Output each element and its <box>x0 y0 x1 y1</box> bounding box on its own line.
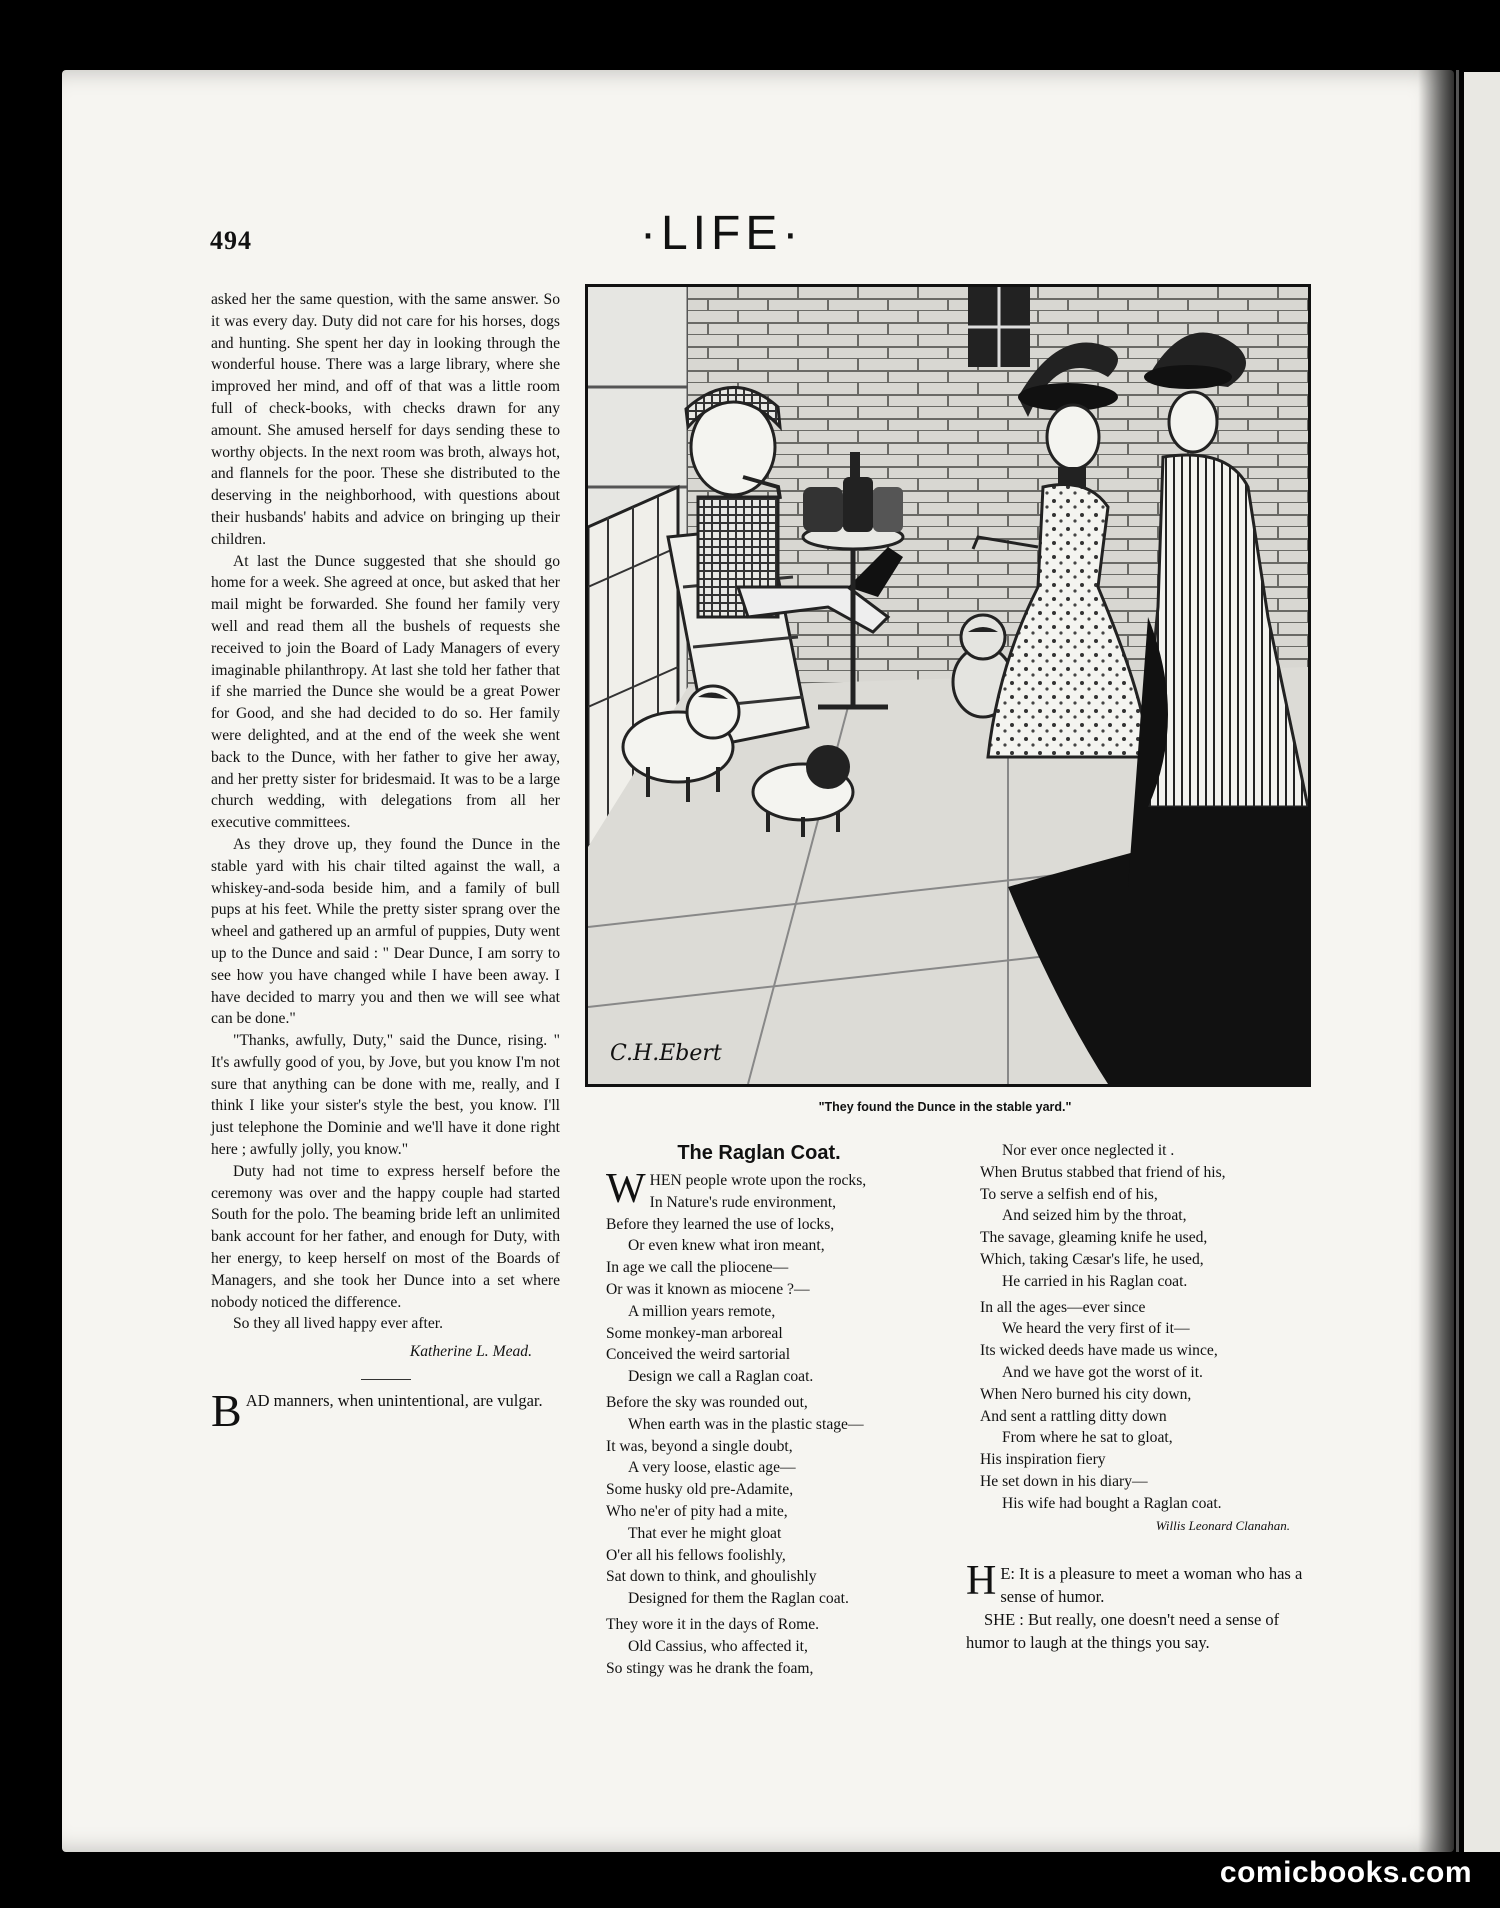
story-paragraph: At last the Dunce suggested that she should go home for a week. She agreed at once, but asked that her mail might be forwarded. She found her family very well and read them all the bushels of requests she received to join the Board of Lady Managers of every imaginable philanthropy. At last she told her father that if she married the Dunce she would be a great Power for Good, and she had decided to do so. Her family were delighted, and at the end of the week she went back to the Dunce, with her father to give her away, and her pretty sister for bridesmaid. It was to be a large church wedding, with delegations from all her executive committees. <box>211 552 560 832</box>
poem-line: Old Cassius, who affected it, <box>628 1637 808 1655</box>
poem-line: He set down in his diary— <box>980 1472 1148 1490</box>
page-number: 494 <box>210 226 252 255</box>
story-paragraph: asked her the same question, with the same answer. So it was every day. Duty did not care for his horses, dogs and hunting. She spent her day in looking through the wonderful house. There was a large library, where she improved her mind, and off of that was a little room full of check-books, with checks drawn for any amount. She amused herself for days sending these to worthy objects. In the next room was broth, always hot, and flannels for the poor. These she distributed to the deserving in the neighborhood, with questions about their husbands' habits and advice on bringing up their children. <box>211 291 560 548</box>
bad-manners-text: AD manners, when unintentional, are vulgar. <box>245 1391 543 1411</box>
he-line: E: It is a pleasure to meet a woman who has a sense of humor. <box>1000 1564 1303 1606</box>
poem-line: His wife had bought a Raglan coat. <box>1002 1494 1222 1512</box>
poem-line: A very loose, elastic age— <box>628 1459 796 1477</box>
poem-line: Before they learned the use of locks, <box>606 1215 835 1233</box>
illustration-caption: "They found the Dunce in the stable yard." <box>818 1100 1072 1114</box>
poem-line: O'er all his fellows foolishly, <box>606 1546 786 1564</box>
poem-line: His inspiration fiery <box>980 1451 1106 1469</box>
poem-column-1 <box>606 1166 936 1679</box>
poem-line: We heard the very first of it— <box>1002 1320 1190 1338</box>
she-line: But really, one doesn't need a sense of humor to laugh at the things you say. <box>966 1610 1280 1652</box>
poem-line: He carried in his Raglan coat. <box>1002 1272 1188 1290</box>
story-paragraph: Duty had not time to express herself before the ceremony was over and the happy couple had started South for the polo. The beaming bride left an unlimited bank account for her father, and enough for Duty, with her energy, to keep herself on most of the Boards of Managers, and she took her Dunce into a set where nobody noticed the difference. <box>211 1162 560 1311</box>
poem-line: Sat down to think, and ghoulishly <box>606 1568 817 1586</box>
poem-line: And sent a rattling ditty down <box>980 1407 1167 1425</box>
poem-line: When Nero burned his city down, <box>980 1385 1192 1403</box>
facing-page-edge <box>1464 72 1500 1852</box>
he-she-joke <box>966 1558 1318 1654</box>
story-paragraph: As they drove up, they found the Dunce in the stable yard with his chair tilted against the wall, a whiskey-and-soda beside him, and a family of bull pups at his feet. While the pretty sister sprang over the wheel and gathered up an armful of puppies, Duty went up to the Dunce and said : " Dear Dunce, I am sorry to see how you have changed while I have been away. I have decided to marry you and then we will see what can be done." <box>211 835 560 1028</box>
story-signature: Katherine L. Mead. <box>409 1343 532 1361</box>
poem-line: Which, taking Cæsar's life, he used, <box>980 1250 1204 1268</box>
poem-line: Design we call a Raglan coat. <box>628 1368 814 1386</box>
illustration-stable-yard <box>585 284 1311 1087</box>
story-column <box>211 289 560 1437</box>
poem-line: And we have got the worst of it. <box>1002 1363 1203 1381</box>
poem-signature: Willis Leonard Clanahan. <box>1155 1517 1290 1533</box>
poem-line: Before the sky was rounded out, <box>606 1393 808 1411</box>
story-paragraph: So they all lived happy ever after. <box>233 1315 444 1333</box>
dropcap-w: W <box>606 1166 646 1212</box>
bad-manners-quip <box>211 1385 560 1437</box>
poem-line: The savage, gleaming knife he used, <box>980 1229 1208 1247</box>
poem-line: They wore it in the days of Rome. <box>606 1615 820 1633</box>
poem-line: Conceived the weird sartorial <box>606 1346 791 1364</box>
divider-rule <box>361 1379 411 1380</box>
dropcap-h: H <box>966 1558 997 1604</box>
poem-line: So stingy was he drank the foam, <box>606 1659 814 1677</box>
masthead-life: ·LIFE· <box>640 207 804 260</box>
poem-line: When earth was in the plastic stage— <box>628 1415 864 1433</box>
poem-line: In age we call the pliocene— <box>606 1259 789 1277</box>
poem-line: A million years remote, <box>628 1302 776 1320</box>
poem-line: To serve a selfish end of his, <box>980 1185 1158 1203</box>
she-label: SHE : <box>984 1610 1024 1629</box>
illustration-drawing <box>588 287 1308 1084</box>
story-paragraph: "Thanks, awfully, Duty," said the Dunce, rising. " It's awfully good of you, by Jove, but you know I'm not sure that anything can be done with me, really, and I think I like your sister's style the best, you know. I'll just telephone the Dominie and we'll have it done right here ; awfully jolly, you know." <box>211 1032 560 1159</box>
poem-line: Designed for them the Raglan coat. <box>628 1590 849 1608</box>
dropcap-b: B <box>211 1385 242 1437</box>
watermark: comicbooks.com <box>1219 1856 1472 1889</box>
poem-line: From where he sat to gloat, <box>1002 1429 1173 1447</box>
poem-line: Or was it known as miocene ?— <box>606 1280 810 1298</box>
poem-line: In all the ages—ever since <box>980 1298 1146 1316</box>
poem-line: When Brutus stabbed that friend of his, <box>980 1163 1226 1181</box>
poem-line: Who ne'er of pity had a mite, <box>606 1502 788 1520</box>
poem-line: HEN people wrote upon the rocks, <box>649 1172 867 1189</box>
poem-title: The Raglan Coat. <box>677 1142 841 1164</box>
poem-line: That ever he might gloat <box>628 1524 782 1542</box>
poem-line: And seized him by the throat, <box>1002 1207 1187 1225</box>
artist-signature: C.H.Ebert <box>610 1041 722 1066</box>
poem-line: Nor ever once neglected it . <box>1002 1142 1175 1159</box>
gutter-shadow <box>1418 70 1454 1852</box>
poem-line: Some husky old pre-Adamite, <box>606 1481 794 1499</box>
poem-line: It was, beyond a single doubt, <box>606 1437 793 1455</box>
binding-edge <box>1456 70 1459 1852</box>
poem-line: Some monkey-man arboreal <box>606 1324 783 1342</box>
poem-line: Or even knew what iron meant, <box>628 1237 825 1255</box>
poem-line: Its wicked deeds have made us wince, <box>980 1342 1218 1360</box>
poem-line: In Nature's rude environment, <box>649 1193 837 1211</box>
poem-column-2 <box>980 1140 1310 1536</box>
